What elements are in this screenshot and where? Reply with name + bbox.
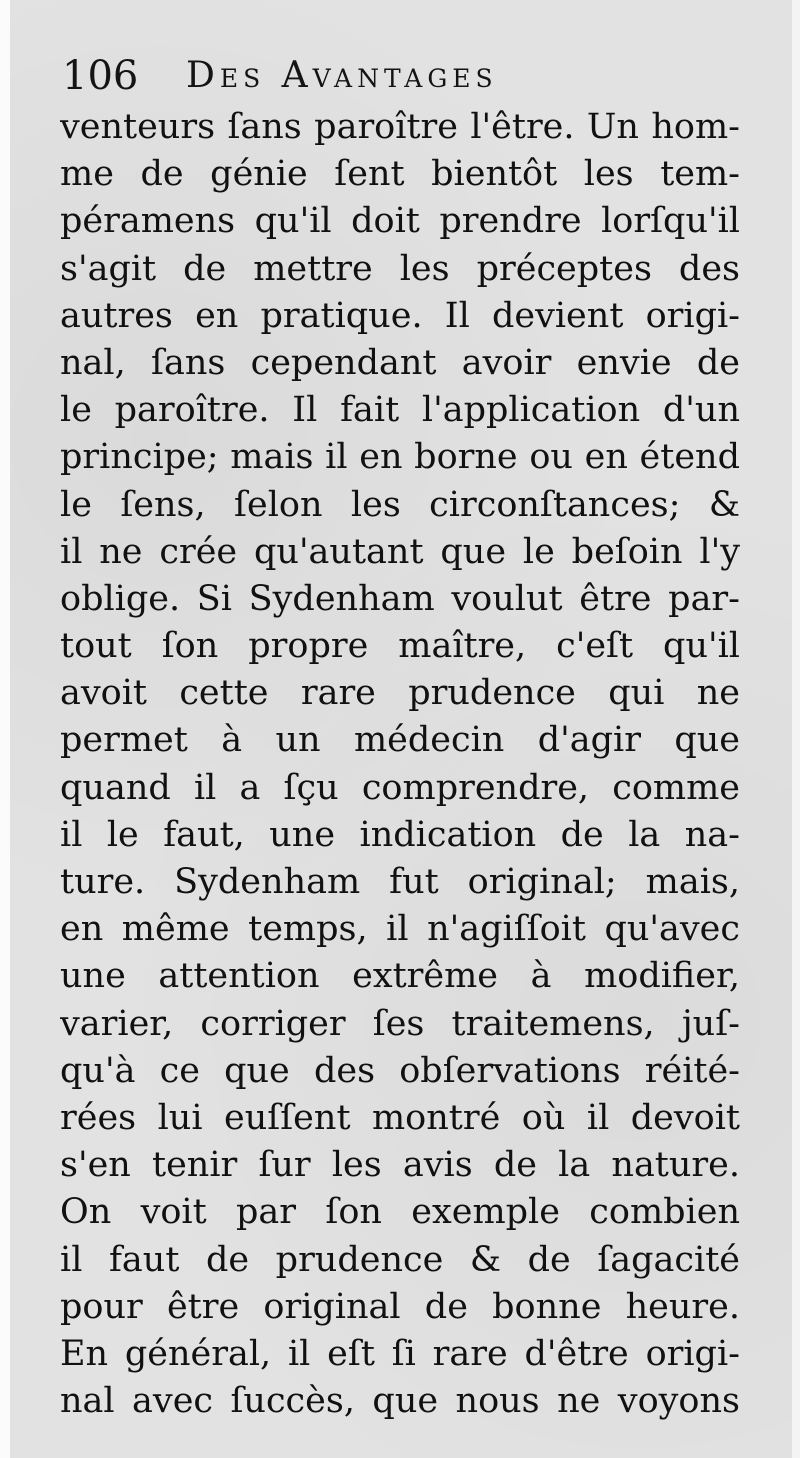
page-left-margin bbox=[0, 0, 10, 1458]
text-line: le ſens, ſelon les circonſtances; & bbox=[60, 484, 740, 525]
text-line: avoit cette rare prudence qui ne bbox=[60, 673, 740, 714]
text-line: pour être original de bonne heure. bbox=[60, 1286, 740, 1327]
text-line: nal avec ſuccès, que nous ne voyons bbox=[60, 1381, 740, 1422]
text-line: varier, corriger ſes traitemens, juſ- bbox=[60, 1003, 740, 1044]
text-line: En général, il eſt ſi rare d'être origi- bbox=[60, 1333, 740, 1374]
text-line: s'agit de mettre les préceptes des bbox=[60, 248, 740, 289]
text-line: le paroître. Il fait l'application d'un bbox=[60, 390, 740, 431]
text-line: quand il a ſçu comprendre, comme bbox=[60, 767, 740, 808]
text-line: principe; mais il en borne ou en étend bbox=[60, 437, 740, 478]
text-line: me de génie ſent bientôt les tem- bbox=[60, 154, 740, 195]
text-line: péramens qu'il doit prendre lorſqu'il bbox=[60, 201, 740, 242]
text-line: en même temps, il n'agiſſoit qu'avec bbox=[60, 909, 740, 950]
page-number: 106 bbox=[62, 53, 139, 99]
text-line: On voit par ſon exemple combien bbox=[60, 1192, 740, 1233]
text-line: ture. Sydenham fut original; mais, bbox=[60, 862, 740, 902]
text-line: il faut de prudence & de ſagacité bbox=[60, 1239, 740, 1280]
text-line: venteurs ſans paroître l'être. Un hom- bbox=[60, 107, 740, 147]
text-line: oblige. Si Sydenham voulut être par- bbox=[60, 578, 740, 619]
text-line: rées lui euſſent montré où il devoit bbox=[60, 1097, 740, 1138]
text-line: s'en tenir ſur les avis de la nature. bbox=[60, 1145, 740, 1186]
text-line: il ne crée qu'autant que le beſoin l'y bbox=[60, 531, 740, 572]
text-line: permet à un médecin d'agir que bbox=[60, 720, 740, 761]
page-right-margin bbox=[792, 0, 800, 1458]
text-line: nal, ſans cependant avoir envie de bbox=[60, 342, 740, 383]
running-title: Des Avantages bbox=[186, 55, 498, 96]
running-head bbox=[62, 44, 622, 104]
text-line: une attention extrême à modifier, bbox=[60, 956, 740, 997]
text-line: il le faut, une indication de la na- bbox=[60, 814, 740, 855]
text-line: qu'à ce que des obſervations réité- bbox=[60, 1050, 740, 1091]
body-text bbox=[60, 104, 740, 1425]
text-line: tout ſon propre maître, c'eſt qu'il bbox=[60, 626, 740, 667]
text-line: autres en pratique. Il devient origi- bbox=[60, 295, 740, 336]
